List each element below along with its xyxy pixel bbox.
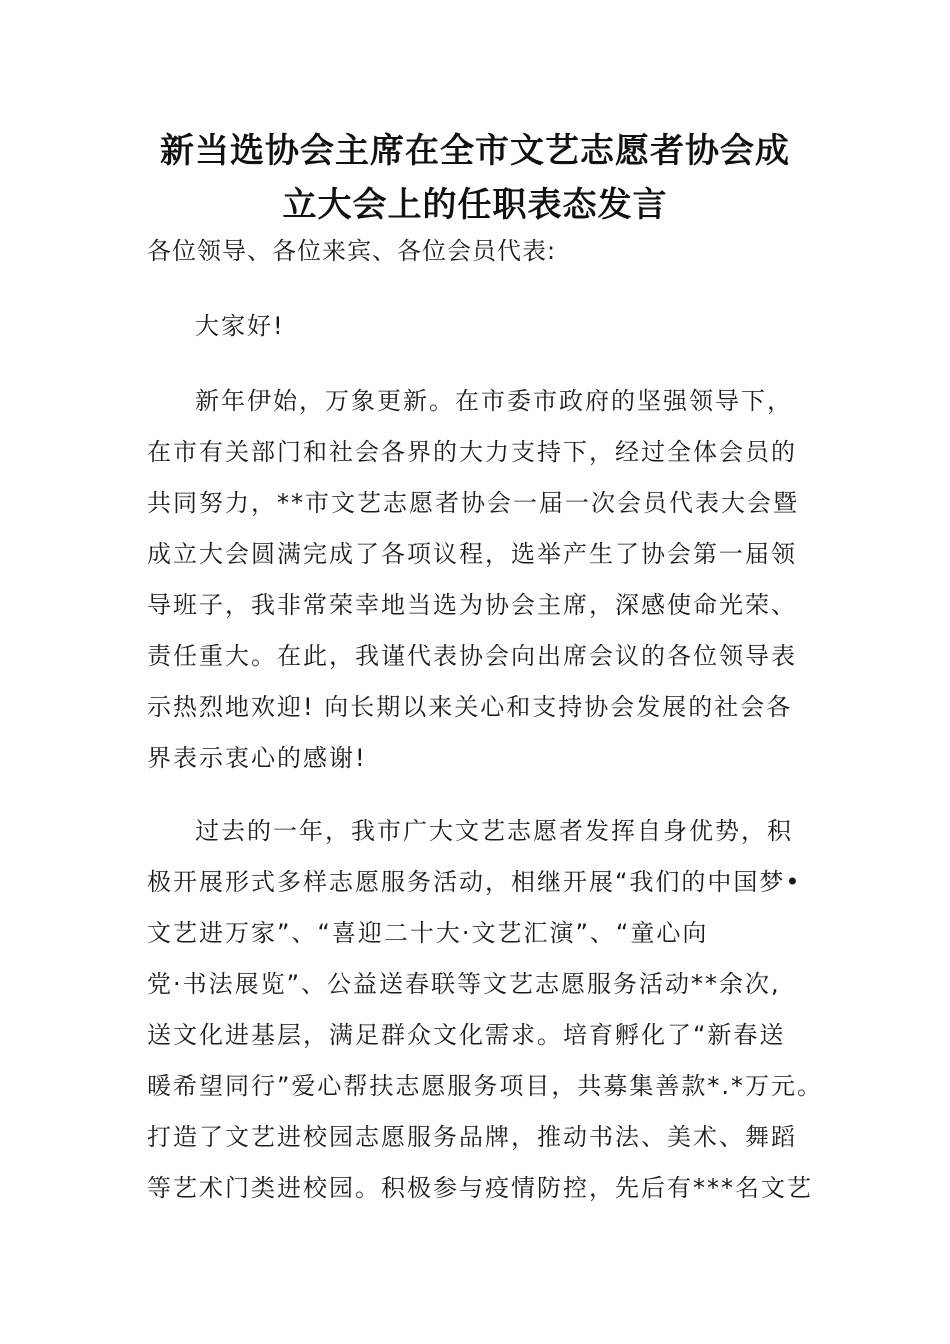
greeting-line: 大家好! (195, 312, 285, 340)
paragraph-line: 过去的一年，我市广大文艺志愿者发挥自身优势，积 (195, 817, 793, 845)
paragraph-line: 文艺进万家”、“喜迎二十大·文艺汇演”、“童心向 (147, 919, 709, 947)
paragraph-line: 打造了文艺进校园志愿服务品牌，推动书法、美术、舞蹈 (147, 1123, 797, 1151)
paragraph-line: 导班子，我非常荣幸地当选为协会主席，深感使命光荣、 (147, 591, 797, 619)
paragraph-1 (147, 376, 833, 784)
paragraph-line: 共同努力，**市文艺志愿者协会一届一次会员代表大会暨 (147, 489, 799, 517)
paragraph-line: 极开展形式多样志愿服务活动，相继开展“我们的中国梦• (147, 868, 802, 896)
document-title (120, 124, 830, 232)
paragraph-line: 在市有关部门和社会各界的大力支持下，经过全体会员的 (147, 438, 797, 466)
paragraph-line: 界表示衷心的感谢! (147, 744, 367, 772)
paragraph-line: 党·书法展览”、公益送春联等文艺志愿服务活动**余次, (147, 970, 781, 998)
salutation: 各位领导、各位来宾、各位会员代表: (147, 237, 557, 265)
paragraph-line: 等艺术门类进校园。积极参与疫情防控，先后有***名文艺 (147, 1174, 813, 1202)
paragraph-2 (147, 806, 833, 1214)
document-body (147, 225, 833, 1214)
title-line-1: 新当选协会主席在全市文艺志愿者协会成 (160, 131, 790, 171)
paragraph-line: 成立大会圆满完成了各项议程，选举产生了协会第一届领 (147, 540, 797, 568)
title-line-2: 立大会上的任职表态发言 (282, 185, 668, 225)
paragraph-line: 示热烈地欢迎! 向长期以来关心和支持协会发展的社会各 (147, 693, 793, 721)
paragraph-line: 新年伊始，万象更新。在市委市政府的坚强领导下， (195, 387, 793, 415)
paragraph-line: 送文化进基层，满足群众文化需求。培育孵化了“新春送 (147, 1021, 786, 1049)
greeting (147, 301, 833, 352)
paragraph-line: 暖希望同行”爱心帮扶志愿服务项目，共募集善款*.*万元。 (147, 1072, 824, 1100)
paragraph-line: 责任重大。在此，我谨代表协会向出席会议的各位领导表 (147, 642, 797, 670)
